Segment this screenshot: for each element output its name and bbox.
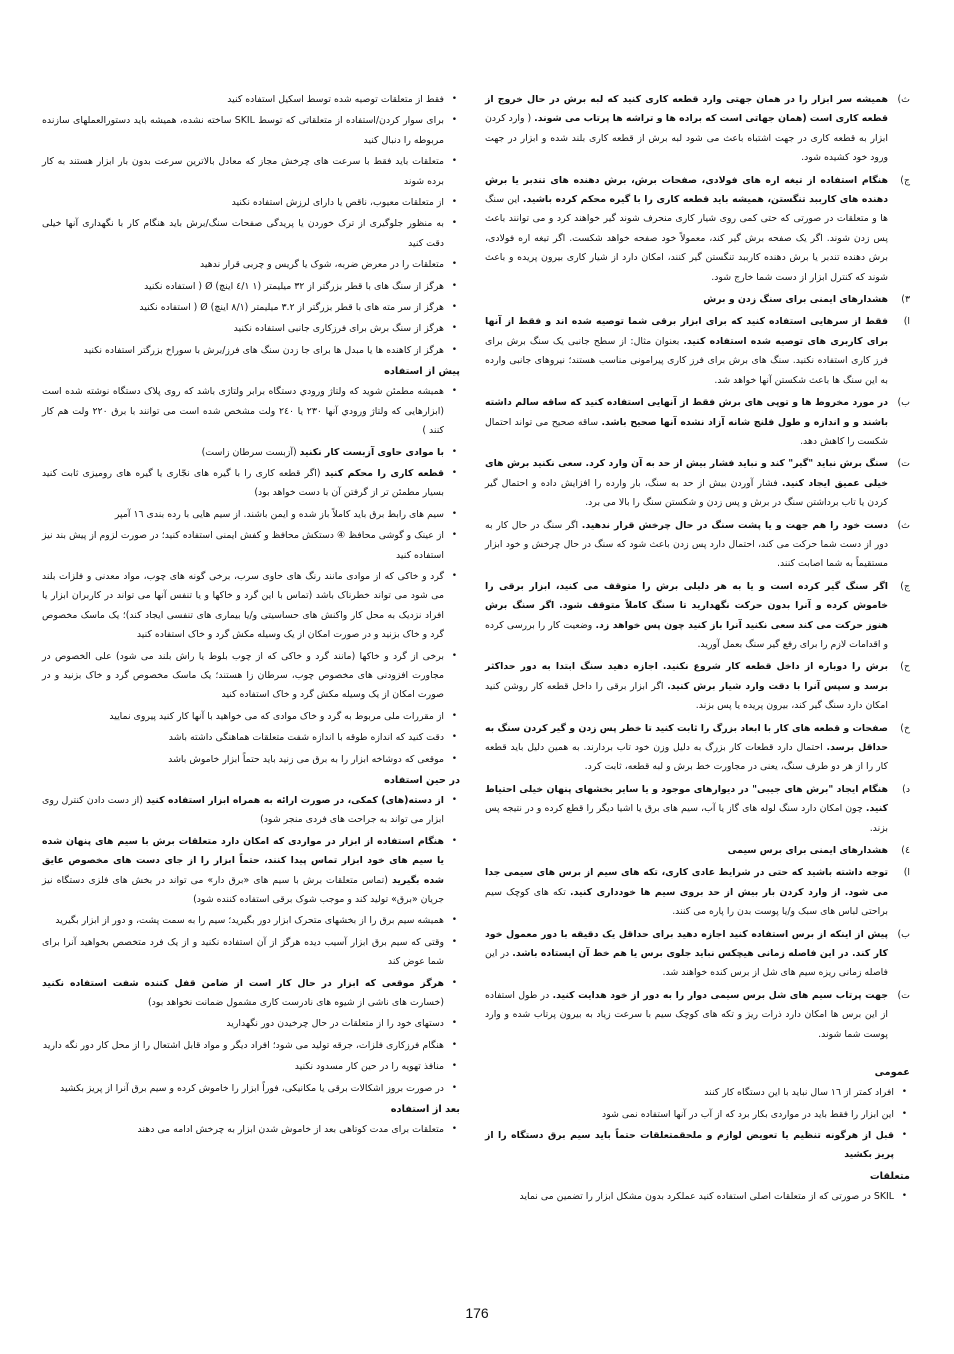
list-item	[42, 1036, 460, 1055]
item-bold-text: هنگام استفاده از تیغه اره های فولادی، صفحات برش، برش دهنده های تندبر یا برش دهنده های کارببد تنگستن، همیشه باید قطعه کاری را با گیره محکم کرده باشید.	[485, 174, 888, 206]
item-bold-text: فقط از سرهایی استفاده کنید که برای ابزار برقی شما توصیه شده اند و فقط از آنها برای کاربری های توصیه شده استفاده کنید.	[485, 316, 888, 347]
item-marker: ا)	[903, 316, 910, 328]
item-body-text: این سنگ ها و متعلقات در صورتی که حتی کمی روی شیار کاری منحرف شوند گیر خواهند کرد و می توانند باعث پس زدن شوند. اگر یک صفحه برش گیر کند، معمولاً خود صفحه خواهد شکست. اگر تیغه اره فولادی، برش دهنده تندبر یا برش دهنده کارببد تنگستن گیر کنند، امکان دارد از شیار کاری بیرون پریده و باعث شوند که کنترل ابزار از دست شما خارج شود.	[485, 194, 888, 283]
item-text	[485, 90, 888, 168]
warning-item	[485, 454, 910, 512]
list-item	[42, 111, 460, 150]
accessories-heading-right: متعلقات	[869, 1170, 910, 1182]
list-item-bold: با موادی حاوی آزبست کار نکنید	[299, 446, 444, 458]
list-item-text: همیشه سیم برق را از بخشهای متحرک ابزار دور بگیرید؛ سیم را به سمت پشت، و دور از ابزار بگیرید	[55, 915, 444, 927]
item-bold-text: در مورد مخروط ها و توپی های برش فقط از آنهایی استفاده کنید که ساقه سالم داشته باشند و و اندازه و طول فلنج شانه آزاد نشده آنها صحیح باشد.	[485, 397, 888, 428]
item-body-text: ( وارد کردن ابزار به قطعه کاری در جهت اشتباه باعث می شود لبه برش از قطعه کاری بلند شده و ابزار در جهت ورود خود کشیده شود.	[485, 113, 888, 164]
warning-item	[485, 312, 910, 390]
list-item-text: فقط از متعلقات توصیه شده توسط اسکیل استفاده کنید	[227, 94, 444, 105]
item-text	[485, 863, 888, 921]
list-item-text: هرگز از کاهنده ها یا مبدل ها برای جا زدن سنگ های فرز/برش با سوراخ بزرگتر استفاده نکنید	[83, 344, 444, 356]
during-use-list	[42, 791, 460, 1098]
item-text	[485, 393, 888, 451]
list-item-text: (خسارت های ناشی از شیوه های نادرست کاری مشمول ضمانت نخواهد بود)	[148, 997, 444, 1009]
item-body-text: تکه های کوچک سیم براحتی لباس های سبک و/یا پوست بدن را پاره می کنند.	[485, 886, 888, 918]
list-item	[42, 750, 460, 769]
list-item-text: همیشه مطمئن شوید که ولتاژ ورودي دستگاه برابر ولتاژی باشد که روی پلاک دستگاه نوشته شده است (ابزارهایی که ولتاژ ورودي آنها ۲۳۰ یا ۲٤۰ ولت مشخص شده است می توانند با برق ۲۲۰ ولت هم کار کنند )	[42, 386, 445, 437]
list-item	[42, 443, 460, 462]
list-item	[42, 152, 460, 191]
list-item	[42, 728, 460, 747]
after-use-heading: بعد از استفاده	[390, 1104, 460, 1116]
list-item	[42, 647, 460, 705]
page-number: 176	[465, 1305, 489, 1321]
warning-item	[485, 719, 910, 777]
item-text	[485, 841, 888, 860]
list-item	[485, 1187, 910, 1206]
item-marker: خ)	[900, 722, 910, 734]
item-text	[485, 312, 888, 390]
list-item-text: این ابزار را فقط باید در مواردی بکار برد که از آب در آنها استفاده نمی شود	[602, 1108, 894, 1120]
list-item-text: متعلقات را در معرض ضربه، شوک یا گریس و چربی قرار ندهید	[199, 259, 444, 271]
item-body-text: اگر سنگ در حال کار به دور از دست شما حرکت می کند، احتمال دارد پس زدن باعث شود که سنگ در حال چرخش و خود ابزار مستقیماً به شما اصابت کنند.	[485, 519, 888, 570]
item-bold-text: هشدارهای ایمنی برای برس سیمی	[727, 845, 888, 857]
list-item-bold: هرگز موقعی که ابزار در حال کار است از ضامن قفل کننده شفت استفاده نکنید	[42, 977, 444, 989]
item-marker: ج)	[900, 174, 910, 186]
item-marker: ث)	[897, 94, 910, 105]
item-marker: ب)	[897, 928, 910, 940]
list-item	[42, 214, 460, 253]
list-item	[42, 1014, 460, 1033]
list-item-bold: قبل از هرگونه تنظیم یا تعویض لوازم و ملحقمتعلقات حتماً باید سیم برق دستگاه را از پریز بکشید	[485, 1129, 894, 1161]
item-marker: ت)	[897, 458, 910, 470]
list-item-text: افراد کمتر از ۱٦ سال نباید با این دستگاه کار کنند	[704, 1087, 894, 1099]
list-item	[485, 1126, 910, 1165]
item-text	[485, 577, 888, 655]
accessories-list-left	[42, 90, 460, 360]
list-item-text: SKIL در صورتی که از متعلقات اصلی استفاده کنید عملکرد بدون مشکل ابزار را تضمین می نماید	[519, 1190, 894, 1202]
item-body-text: در طول استفاده از این برس ها امکان دارد ذرات ریز و تکه های کوچک سیم با سرعت زیاد به بیرون پرتاب شده و وارد پوست شما شوند.	[485, 989, 888, 1040]
item-marker: ا)	[903, 867, 910, 879]
list-item	[42, 382, 460, 440]
item-marker: ٤)	[901, 845, 910, 857]
item-marker: ب)	[897, 397, 910, 409]
item-body-text: اگر ابزار برقی را داخل قطعه کار روشن کنید امکان دارد سنگ گیر کند، بیرون پریده یا پس بزند.	[485, 680, 888, 712]
before-use-list	[42, 382, 460, 769]
list-item	[42, 464, 460, 503]
list-item-text: برای سوار کردن/استفاده از متعلقاتی که توسط SKIL ساخته نشده، همیشه باید دستورالعملهای سازنده مربوطه را دنبال کنید	[42, 115, 444, 146]
list-item	[485, 1083, 910, 1102]
list-item-bold: از دسته(های) کمکی، در صورت ارائه به همراه ابزار استفاده کنید	[146, 795, 444, 806]
list-item-text: هنگام فرزکاری فلزات، جرقه تولید می شود؛ افراد دیگر و مواد قابل اشتعال را از محل کار دور نگه دارید	[42, 1039, 444, 1051]
list-item-text: از متعلقات معیوب، ناقص یا دارای لرزش استفاده نکنید	[231, 197, 444, 209]
item-marker: ث)	[897, 519, 910, 531]
after-use-list	[42, 1120, 460, 1139]
list-item-text: (از دست دادن کنترل روی ابزار می تواند به جراحت های فردی منجر شود)	[42, 795, 444, 826]
warning-item	[485, 290, 910, 309]
item-text	[485, 986, 888, 1044]
item-marker: ت)	[897, 989, 910, 1001]
list-item	[42, 974, 460, 1013]
warning-item	[485, 657, 910, 715]
list-item-text: به منظور جلوگیری از ترک خوردن یا پریدگی صفحات سنگ/برش باید هنگام کار با نگهداری آنها خیلی دقت کنید	[42, 218, 444, 249]
warning-item	[485, 986, 910, 1044]
left-column	[42, 90, 460, 1142]
list-item-text: در صورت بروز اشکالات برقی یا مکانیکی، فوراً ابزار را خاموش کرده و سیم برق آنرا از پریز بکشید	[60, 1082, 444, 1094]
during-use-heading: در حین استفاده	[384, 775, 460, 786]
list-item-text: موقعی که دوشاخه ابزار را به برق می زنید باید حتماً ابزار خاموش باشد	[168, 753, 444, 765]
warning-item	[485, 841, 910, 860]
list-item-text: دقت کنید که اندازه طوقه با اندازه شفت متعلقات هماهنگی داشته باشد	[168, 732, 444, 744]
warning-item	[485, 577, 910, 655]
item-text	[485, 454, 888, 512]
list-item	[42, 277, 460, 296]
accessories-list-right	[485, 1187, 910, 1206]
list-item	[42, 341, 460, 360]
warning-item	[485, 780, 910, 838]
item-marker: ج)	[900, 580, 910, 592]
item-text	[485, 780, 888, 838]
warning-items	[485, 90, 910, 1044]
warning-item	[485, 393, 910, 451]
item-text	[485, 171, 888, 287]
right-column	[485, 90, 910, 1208]
item-marker: ح)	[900, 661, 910, 673]
item-bold-text: جهت پرتاب سیم های شل برس سیمی دوار را به دور از خود هدایت کنید.	[552, 989, 888, 1001]
list-item	[42, 1057, 460, 1076]
item-bold-text: دست خود را هم جهت و یا پشت سنگ در حال چرخش قرار ندهید.	[581, 519, 888, 531]
item-body-text: فشار آوردن بیش از حد به سنگ، بار وارده را افزایش داده و احتمال گیر کردن یا تاب برداشتن سنگ در برش و پس زدن و شکستن سنگ را بالا می برد.	[485, 477, 888, 509]
item-bold-text: برش را دوباره از داخل قطعه کار شروع نکنید. اجازه دهید سنگ ابتدا به دور حداکثر برسد و سپس آنرا با دقت وارد شیار برش کنید.	[485, 661, 889, 692]
list-item-text: از مقررات ملی مربوط به گرد و خاک موادی که می خواهید با آنها کار کنید پیروی نمایید	[109, 710, 444, 722]
item-body-text: وضعیت کار را بررسی کرده و اقدامات لازم را برای رفع گیر سنگ بعمل آورید.	[485, 619, 888, 650]
list-item	[42, 193, 460, 212]
list-item-text: برخی از گرد و خاکها (مانند گرد و خاکی که از چوب بلوط یا راش بلند می شود) علی الخصوص در مجاورت افزودنی های مخصوص چوب، سرطان زا هستند؛ یک ماسک مخصوص گرد و خاک بزنید و در صورت امکان از یک وسیله مکش گرد و خاک استفاده کنید	[42, 650, 444, 701]
item-body-text: چون امکان دارد سنگ لوله های گاز یا آب، سیم های برق یا اشیا دیگر را قطع کرده و در نتیجه پس بزند.	[485, 803, 888, 834]
list-item	[42, 911, 460, 930]
item-marker: ۳)	[901, 294, 910, 306]
list-item-text: از عینک و گوشی محافظ ④ دستکش محافظ و کفش ایمنی استفاده کنید؛ در صورت لزوم از پیش بند نیز استفاده کنید	[42, 530, 444, 561]
list-item-text: دستهای خود را از متعلقات در حال چرخیدن دور نگهدارید	[226, 1018, 444, 1030]
list-item-bold: هنگام استفاده از ابزار در مواردی که امکان دارد متعلقات برش با سیم های پنهان شده یا سیم های خود ابزار تماس پیدا کنند، حتماً ابزار را از جای دست های مخصوص عایق شده بگیرید	[42, 835, 444, 886]
item-text	[485, 925, 888, 983]
list-item-text: هرگز از سنگ برش برای فرزکاری جانبی استفاده نکنید	[233, 323, 444, 335]
warning-item	[485, 90, 910, 168]
list-item	[42, 255, 460, 274]
list-item-text: متعلقات باید فقط با سرعت های چرخش مجاز که معادل بالاترین سرعت بدون بار ابزار هستند به کار برده شوند	[42, 156, 444, 187]
item-bold-text: سنگ برش نباید "گیر" کند و نباید فشار بیش از حد به آن وارد کرد. سعی نکنید برش های خیلی عمیق ایجاد کنید.	[485, 458, 888, 489]
list-item-text: (تماس متعلقات برش با سیم های «برق دار» می تواند در بخش های فلزی دستگاه نیز جریان «برق» تولید کند و موجب شوک برقی استفاده کننده شود)	[42, 874, 444, 906]
list-item	[42, 567, 460, 645]
item-text	[485, 516, 888, 574]
item-body-text: احتمال دارد قطعات کار بزرگ به دلیل وزن خود تاب بردارند. به همین دلیل باید قطعه کار را از هر دو طرف سنگ، یعنی در مجاورت خط برش و لبه قطعه، ثابت کرد.	[485, 742, 888, 773]
list-item	[42, 933, 460, 972]
list-item	[42, 298, 460, 317]
list-item-text: سیم های رابط برق باید کاملاً باز شده و ایمن باشند. از سیم هایی با رده بندی ۱٦ آمپر	[114, 508, 444, 520]
before-use-heading: پیش از استفاده	[384, 366, 460, 378]
item-bold-text: اگر سنگ گیر کرده است و یا به هر دلیلی برش را متوقف می کنید، ابزار برقی را خاموش کرده و آنرا بدون حرکت نگهدارید تا سنگ کاملاً متوقف شود. اگر سنگ برش هنوز حرکت می کند سعی نکنید آنرا باز کنید چون پس خواهد زد.	[485, 580, 888, 631]
list-item-text: هرگز از سر مته های با قطر بزرگتر از ۳.۲ میلیمتر (۸/۱ اینچ) Ø ( استفاده نکنید	[139, 302, 444, 314]
list-item	[42, 90, 460, 109]
list-item-text: هرگز از سنگ های با قطر بزرگتر از ۳۲ میلیمتر (۱ ٤/۱ اینچ) Ø ( استفاده نکنید	[144, 280, 444, 292]
general-list	[485, 1083, 910, 1165]
item-body-text: در این فاصله زمانی ریزه سیم های شل از برس کنده خواهند شد.	[485, 948, 888, 979]
list-item-text: متعلقات برای مدت کوتاهی بعد از خاموش شدن ابزار به چرخش ادامه می دهند	[137, 1124, 444, 1136]
list-item-text: (اگر قطعه کاری را با گیره های نجّاری یا گیره های رومیزی ثابت کنید بسیار مطمئن تر از گرفتن آن با دست خواهد بود)	[42, 467, 444, 499]
list-item	[42, 1079, 460, 1098]
item-body-text: بعنوان مثال: از سطح جانبی یک سنگ برش برای فرز کاری استفاده نکنید. سنگ های برش برای فرز کاری پیرامونی مناسب هستند؛ نیروهای جانبی وارده به این سنگ ها باعث شکستن آنها خواهد شد.	[485, 335, 888, 386]
list-item	[42, 707, 460, 726]
item-text	[485, 657, 888, 715]
list-item	[42, 832, 460, 910]
warning-item	[485, 516, 910, 574]
list-item-text: منافذ تهویه را در حین کار مسدود نکنید	[294, 1061, 444, 1073]
item-bold-text: همیشه سر ابزار را در همان جهتی وارد قطعه کاری کنید که لبه برش در حال خروج از قطعه کاری است (همان جهاتی است که براده ها و تراشه ها پرتاب می شوند.	[485, 94, 889, 125]
item-bold-text: پیش از اینکه از برس استفاده کنید اجازه دهید برای حداقل یک دقیقه با دور معمول خود کار کند. در این فاصله زمانی هیچکس نباید جلوی برس یا هم خط آن ایستاده باشد.	[485, 928, 888, 960]
list-item-text: (آزبست سرطان زاست)	[201, 446, 297, 458]
item-bold-text: هشدارهای ایمنی برای سنگ زدن و برش	[703, 294, 888, 306]
item-text	[485, 719, 888, 777]
warning-item	[485, 863, 910, 921]
item-bold-text: توجه داشته باشید که حتی در شرایط عادی کاری، تکه های سیم از برس های سیمی جدا می شود. از وارد کردن بار بیش از حد بروی سیم ها خودداری کنید.	[485, 867, 889, 898]
list-item	[485, 1105, 910, 1124]
general-heading: عمومی	[874, 1067, 910, 1079]
list-item-text: گرد و خاکی که از موادی مانند رنگ های حاوی سرب، برخی گونه های چوب، مواد معدنی و فلزات بلند می شود می تواند خطرناک باشد (تماس با این گرد و خاکها و یا تنفس آنها می تواند در کاربران ابزار یا افراد نزدیک به محل کار واکنش های حساسیتی و/یا بیماری های تنفسی ایجاد کند)؛ یک ماسک مخصوص گرد و خاک بزنید و در صورت امکان از یک وسیله مکش گرد و خاک استفاده کنید	[42, 570, 444, 641]
list-item	[42, 526, 460, 565]
warning-item	[485, 925, 910, 983]
item-text	[485, 290, 888, 309]
list-item-bold: قطعه کاری را محکم کنید	[324, 467, 445, 479]
list-item-text: وقتی که سیم برق ابزار آسیب دیده هرگز از آن استفاده نکنید و از یک فرد متخصص بخواهید آنرا برای شما عوض کند	[42, 936, 444, 968]
item-bold-text: هنگام ایجاد "برش های جیبی" در دیوارهای موجود و یا سایر بخشهای پنهان خیلی احتیاط کنید.	[485, 783, 889, 815]
list-item	[42, 505, 460, 524]
list-item	[42, 791, 460, 830]
item-marker: د)	[902, 783, 910, 795]
list-item	[42, 319, 460, 338]
item-bold-text: صفحات و قطعه های کار با ابعاد بزرگ را ثابت کنید تا خطر پس زدن و گیر کردن سنگ به حداقل برسد.	[485, 722, 888, 753]
list-item	[42, 1120, 460, 1139]
warning-item	[485, 171, 910, 287]
item-body-text: ساقه صحیح می تواند احتمال شکست را کاهش دهد.	[485, 416, 888, 447]
